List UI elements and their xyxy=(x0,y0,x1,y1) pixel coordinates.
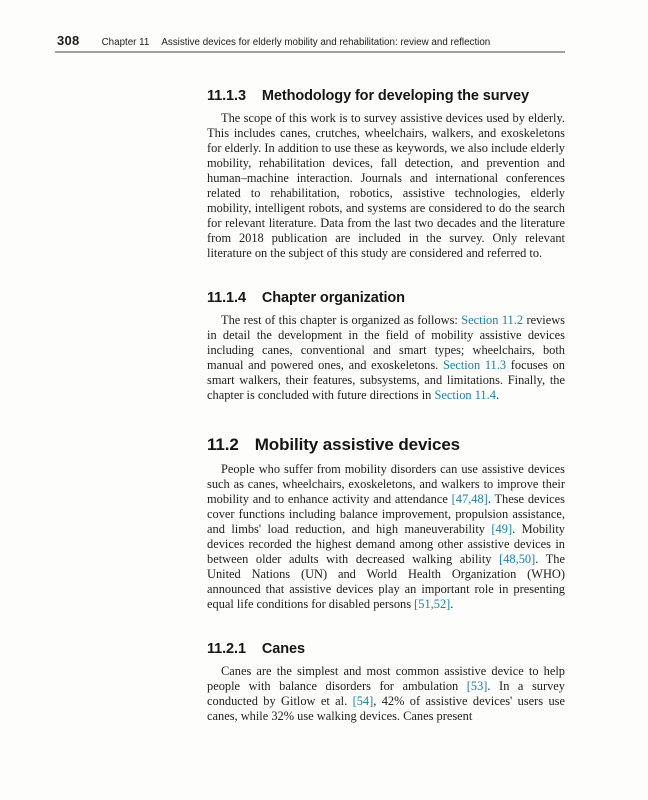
citation-48-50-link[interactable]: [48,50] xyxy=(499,552,536,566)
section-11-2-link[interactable]: Section 11.2 xyxy=(461,313,524,327)
section-title: Chapter organization xyxy=(261,290,405,306)
paragraph: The scope of this work is to survey assistive devices used by elderly. This includes canes, crutches, wheelchairs, walkers, and exoskeletons for elderly. In addition to use these as keywords, we also include elderly mobility, rehabilitation devices, fall detection, and prevention and human–machine interaction. Journals and international conferences related to rehabilitation, robotics, assistive technologies, elderly mobility, intelligent robots, and systems are considered to do the search for relevant literature. Data from the last two decades and the literature from 2018 publication are included in the survey. Only relevant literature on the subject of this study are considered and referred to. xyxy=(207,111,565,260)
section-number: 11.2.1 xyxy=(207,641,246,657)
citation-49-link[interactable]: [49] xyxy=(491,522,513,536)
citation-54-link[interactable]: [54] xyxy=(352,694,374,708)
section-chapter-organization xyxy=(207,290,565,403)
chapter-label: Chapter 11 xyxy=(101,37,150,48)
citation-53-link[interactable]: [53] xyxy=(466,679,488,693)
header-rule xyxy=(55,51,565,53)
citation-47-48-link[interactable]: [47,48] xyxy=(451,492,488,506)
section-heading xyxy=(207,641,565,657)
section-number: 11.1.4 xyxy=(207,290,246,306)
section-number: 11.2 xyxy=(207,435,239,454)
section-heading xyxy=(207,88,565,104)
section-mobility-assistive-devices xyxy=(207,435,565,612)
running-head xyxy=(57,33,565,48)
text-column xyxy=(207,88,565,724)
section-heading xyxy=(207,290,565,306)
paragraph: The rest of this chapter is organized as follows: Section 11.2 reviews in detail the development in the field of mobility assistive devices including canes, conventional and smart types; wheelchairs, both manual and powered ones, and exoskeletons. Section 11.3 focuses on smart walkers, their features, subsystems, and limitations. Finally, the chapter is concluded with future directions in Section 11.4. xyxy=(207,313,565,402)
section-canes xyxy=(207,641,565,724)
paragraph: Canes are the simplest and most common assistive device to help people with balance disorders for ambulation [53]. In a survey conducted by Gitlow et al. [54], 42% of assistive devices' users use canes, while 32% use walking devices. Canes present xyxy=(207,664,566,723)
section-title: Canes xyxy=(261,641,305,657)
section-number: 11.1.3 xyxy=(207,88,246,104)
paragraph: People who suffer from mobility disorders can use assistive devices such as canes, wheelchairs, exoskeletons, and walkers to improve their mobility and to enhance activity and attendance [47,48]. These devices cover functions including balance improvement, propulsion assistance, and limbs' load reduction, and high maneuverability [49]. Mobility devices recorded the highest demand among other assistive devices in between older adults with decreased walking ability [48,50]. The United Nations (UN) and World Health Organization (WHO) announced that assistive devices play an important role in presenting equal life conditions for disabled persons [51,52]. xyxy=(207,462,566,611)
chapter-running-title: Assistive devices for elderly mobility and rehabilitation: review and reflection xyxy=(161,37,491,48)
citation-51-52-link[interactable]: [51,52] xyxy=(414,597,451,611)
section-methodology xyxy=(207,88,565,261)
section-11-3-link[interactable]: Section 11.3 xyxy=(442,358,507,372)
section-title: Methodology for developing the survey xyxy=(261,88,529,104)
section-heading xyxy=(207,435,565,455)
page-number: 308 xyxy=(57,33,80,48)
section-title: Mobility assistive devices xyxy=(254,435,461,454)
section-11-4-link[interactable]: Section 11.4 xyxy=(434,388,496,402)
